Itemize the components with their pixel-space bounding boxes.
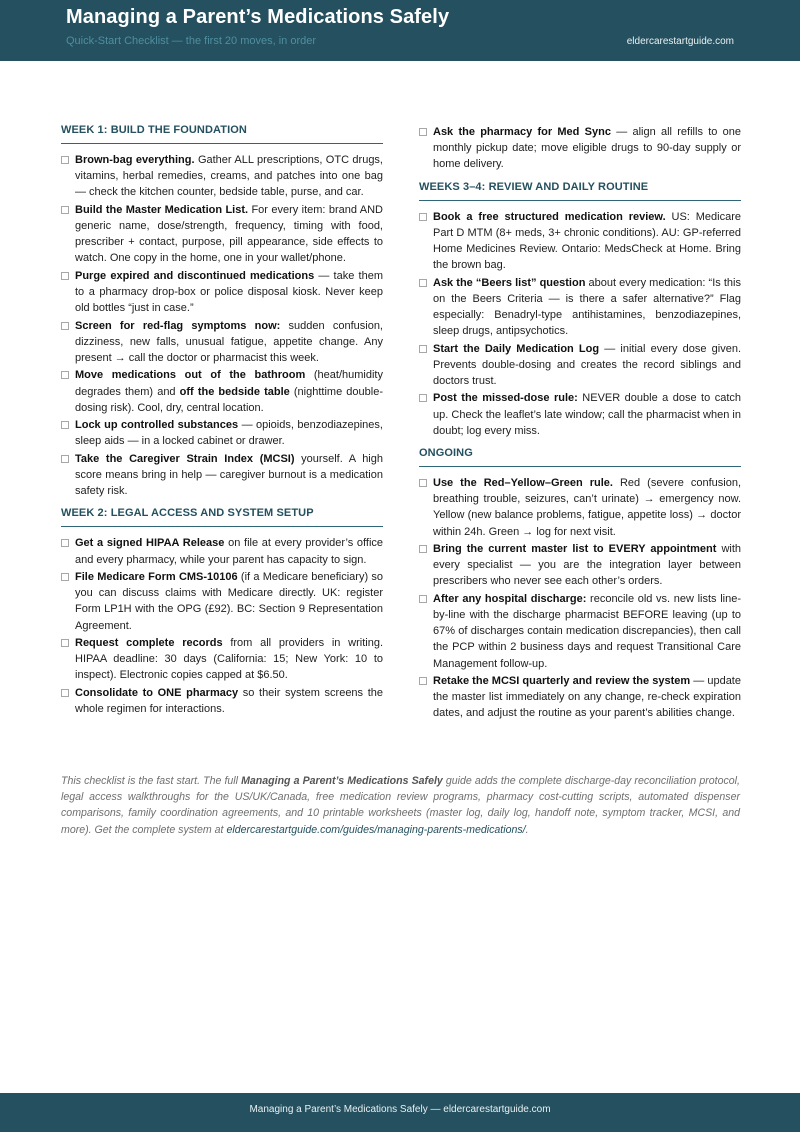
item-detail: about every medication: “Is this on the Beers Criteria — is there a safer alternative?” Flag especially: Benadryl-type antihistamines, benzodiazepines, sleep drugs, antipsychotics. xyxy=(433,276,741,338)
checkbox[interactable] xyxy=(419,279,427,287)
item-lead: Move medications out of the bathroom xyxy=(75,369,306,382)
item-detail: from all providers in writing. HIPAA deadline: 30 days (California: 15; New York: 10 to inspect). Electronic copies capped at $6.50. xyxy=(75,636,383,682)
checklist-item xyxy=(419,124,741,173)
item-detail: (heat/humidity degrades them) and xyxy=(75,369,383,398)
page-header xyxy=(0,0,800,61)
item-detail: — align all refills to one monthly pickup date; move eligible drugs to 90-day supply or home delivery. xyxy=(433,126,742,171)
checklist-item-text xyxy=(433,541,741,590)
item-lead: Brown-bag everything. xyxy=(75,154,195,166)
item-detail: with every specialist — you are the integration layer between prescribers who never see each other’s orders. xyxy=(433,543,742,588)
checklist-item-text xyxy=(75,152,383,201)
checklist-item-text xyxy=(75,367,383,416)
item-detail: yourself. A high score means bring in help — caregiver burnout is a medication safety risk. xyxy=(75,452,383,498)
checklist-item xyxy=(419,475,741,540)
section-heading-week2: WEEK 2: LEGAL ACCESS AND SYSTEM SETUP xyxy=(61,507,383,527)
item-detail: — take them to a pharmacy drop-box or police disposal kiosk. Never keep old bottles “just in case.” xyxy=(75,269,383,315)
page-footer xyxy=(0,1093,800,1132)
promo-note xyxy=(61,773,740,838)
item-detail: For every item: brand AND generic name, dose/strength, frequency, timing with food, prescriber + contact, purpose, pill appearance, side effects to watch. One copy in the home, one in your wallet/phone. xyxy=(75,203,383,265)
checklist-item-text xyxy=(75,685,383,717)
checklist-item-text xyxy=(75,318,383,367)
footer-text: Managing a Parent’s Medications Safely — eldercarestartguide.com xyxy=(249,1104,551,1115)
item-lead: Use the Red–Yellow–Green rule. xyxy=(433,477,613,490)
checklist-weeks3-4 xyxy=(419,209,741,439)
item-lead: off the bedside table xyxy=(179,385,290,398)
section-heading-ongoing: ONGOING xyxy=(419,447,741,467)
checklist-week2 xyxy=(61,535,383,717)
checkbox[interactable] xyxy=(419,128,427,136)
checklist-item-text xyxy=(75,635,383,684)
checklist-item xyxy=(419,209,741,274)
item-lead: Get a signed HIPAA Release xyxy=(75,537,225,550)
checklist-week1 xyxy=(61,152,383,499)
item-lead: File Medicare Form CMS-10106 xyxy=(75,570,238,583)
item-lead: Bring the current master list to EVERY appointment xyxy=(433,543,717,556)
checklist-item xyxy=(61,367,383,416)
left-column xyxy=(61,124,383,725)
checkbox[interactable] xyxy=(61,539,69,547)
checkbox[interactable] xyxy=(61,455,69,463)
checklist-item xyxy=(61,569,383,634)
item-lead: Start the Daily Medication Log xyxy=(433,342,600,355)
item-lead: Consolidate to ONE pharmacy xyxy=(75,686,239,699)
item-detail: (if a Medicare beneficiary) so you can discuss claims with Medicare directly. UK: register Form LP1H with the OPG (£92). BC: Section 9 Representation Agreement. xyxy=(75,570,383,632)
promo-note-intro: This checklist is the fast start. The full xyxy=(61,775,242,787)
checklist-ongoing xyxy=(419,475,741,722)
item-detail: NEVER double a dose to catch up. Check the leaflet’s late window; call the pharmacist when in doubt; log every miss. xyxy=(433,392,741,437)
promo-note-end: . xyxy=(525,823,529,836)
checklist-item-text xyxy=(433,341,741,390)
item-lead: Retake the MCSI quarterly and review the system xyxy=(433,675,691,688)
item-lead: Screen for red-flag symptoms now: xyxy=(75,319,281,332)
checklist-item xyxy=(419,390,741,439)
section-week2 xyxy=(61,507,383,717)
item-lead: Build the Master Medication List. xyxy=(75,203,249,216)
right-column xyxy=(419,124,741,730)
checklist-item xyxy=(419,275,741,340)
item-detail: (nighttime double-dosing risk). Cool, dry, central location. xyxy=(75,385,383,414)
checkbox[interactable] xyxy=(61,689,69,697)
checkbox[interactable] xyxy=(419,545,427,553)
item-lead: Ask the “Beers list” question xyxy=(433,276,586,289)
section-heading-weeks3-4: WEEKS 3–4: REVIEW AND DAILY ROUTINE xyxy=(419,181,741,201)
checkbox[interactable] xyxy=(419,345,427,353)
checkbox[interactable] xyxy=(61,272,69,280)
item-lead: Post the missed-dose rule: xyxy=(433,392,578,405)
item-lead: Lock up controlled substances xyxy=(75,419,239,432)
checklist-item-text xyxy=(75,268,383,317)
checklist-item-text xyxy=(75,417,383,449)
checklist-item-text xyxy=(433,390,741,439)
item-lead: Purge expired and discontinued medications xyxy=(75,269,315,282)
item-detail: — opioids, benzodiazepines, sleep aids — in a locked cabinet or drawer. xyxy=(75,419,383,448)
item-detail: US: Medicare Part D MTM (8+ meds, 3+ chronic conditions). AU: GP-referred Home Medicines Review. Ontario: MedsCheck at Home. Bring the brown bag. xyxy=(433,210,741,272)
checklist-item xyxy=(61,417,383,449)
section-week2-continued xyxy=(419,124,741,173)
checklist-item xyxy=(61,152,383,201)
checklist-item-text xyxy=(75,535,383,567)
item-detail: reconcile old vs. new lists line-by-line with the discharge pharmacist BEFORE leaving (up to 67% of discharges contain medication discrepancies), then call the PCP within 2 business days and request Transitional Care Management follow-up. xyxy=(433,592,741,670)
checklist-item-text xyxy=(75,569,383,634)
checklist-item xyxy=(61,685,383,717)
checklist-item xyxy=(419,541,741,590)
checklist-item-text xyxy=(433,475,741,540)
item-lead: Request complete records xyxy=(75,636,223,649)
guide-link[interactable]: eldercarestartguide.com/guides/managing-parents-medications/ xyxy=(226,823,526,836)
checklist-item xyxy=(419,341,741,390)
checklist-item-text xyxy=(433,209,741,274)
checklist-item-text xyxy=(75,202,383,267)
checkbox[interactable] xyxy=(419,479,427,487)
checkbox[interactable] xyxy=(61,322,69,330)
checkbox[interactable] xyxy=(61,371,69,379)
item-lead: Take the Caregiver Strain Index (MCSI) xyxy=(75,452,295,465)
checklist-item xyxy=(419,591,741,672)
item-detail: — update the master list immediately on any change, re-check expiration dates, and adjust the routine as your parent’s abilities change. xyxy=(433,675,741,720)
promo-note-guide-title: Managing a Parent’s Medications Safely xyxy=(241,775,443,787)
page-subtitle: Quick-Start Checklist — the first 20 moves, in order xyxy=(66,35,317,47)
section-weeks3-4 xyxy=(419,181,741,439)
checklist-item-text xyxy=(75,451,383,500)
section-heading-week1: WEEK 1: BUILD THE FOUNDATION xyxy=(61,124,383,144)
checklist-item xyxy=(61,535,383,567)
item-detail: sudden confusion, dizziness, new falls, unusual fatigue, appetite change. Any present → call the doctor or pharmacist this week. xyxy=(75,319,383,364)
checklist-item xyxy=(419,673,741,722)
checklist-item xyxy=(61,268,383,317)
checkbox[interactable] xyxy=(61,206,69,214)
page-title: Managing a Parent’s Medications Safely xyxy=(66,6,450,28)
checkbox[interactable] xyxy=(61,639,69,647)
item-detail: — initial every dose given. Prevents double-dosing and creates the record siblings and doctors trust. xyxy=(433,342,742,388)
checkbox[interactable] xyxy=(61,421,69,429)
checklist-item-text xyxy=(433,673,741,722)
item-detail: so their system screens the whole regimen for interactions. xyxy=(75,686,383,715)
item-lead: Book a free structured medication review. xyxy=(433,210,666,223)
checklist-item-text xyxy=(433,591,741,672)
section-ongoing xyxy=(419,447,741,722)
checkbox[interactable] xyxy=(419,394,427,402)
checklist-item xyxy=(61,202,383,267)
promo-note-body: guide adds the complete discharge-day reconciliation protocol, legal access walkthroughs for the US/UK/Canada, free medication review programs, pharmacy cost-cutting scripts, automated dispenser comparisons, family coordination agreements, and 10 printable worksheets (master log, daily log, handoff note, symptom tracker, MCSI, and more). Get the complete system at xyxy=(61,775,740,836)
checkbox[interactable] xyxy=(61,573,69,581)
checklist-item-text xyxy=(433,275,741,340)
section-week1 xyxy=(61,124,383,499)
checklist-week2-continued xyxy=(419,124,741,173)
item-lead: Ask the pharmacy for Med Sync xyxy=(433,126,611,138)
checkbox[interactable] xyxy=(61,156,69,164)
item-lead: After any hospital discharge: xyxy=(433,592,587,605)
header-site: eldercarestartguide.com xyxy=(626,36,734,47)
item-detail: Red (severe confusion, breathing trouble, seizures, can’t urinate) → emergency now. Yellow (new balance problems, fatigue, appetite loss) → doctor within 24h. Green → log for next visit. xyxy=(433,477,742,538)
item-detail: on file at every provider’s office and every pharmacy, while your parent has capacity to sign. xyxy=(75,537,383,566)
checklist-item-text xyxy=(433,124,741,173)
checkbox[interactable] xyxy=(419,595,427,603)
checkbox[interactable] xyxy=(419,677,427,685)
checklist-item xyxy=(61,635,383,684)
item-detail: Gather ALL prescriptions, OTC drugs, vitamins, herbal remedies, creams, and patches into one bag — check the kitchen counter, bedside table, purse, and car. xyxy=(75,154,383,199)
checklist-item xyxy=(61,318,383,367)
checklist-item xyxy=(61,451,383,500)
checkbox[interactable] xyxy=(419,213,427,221)
